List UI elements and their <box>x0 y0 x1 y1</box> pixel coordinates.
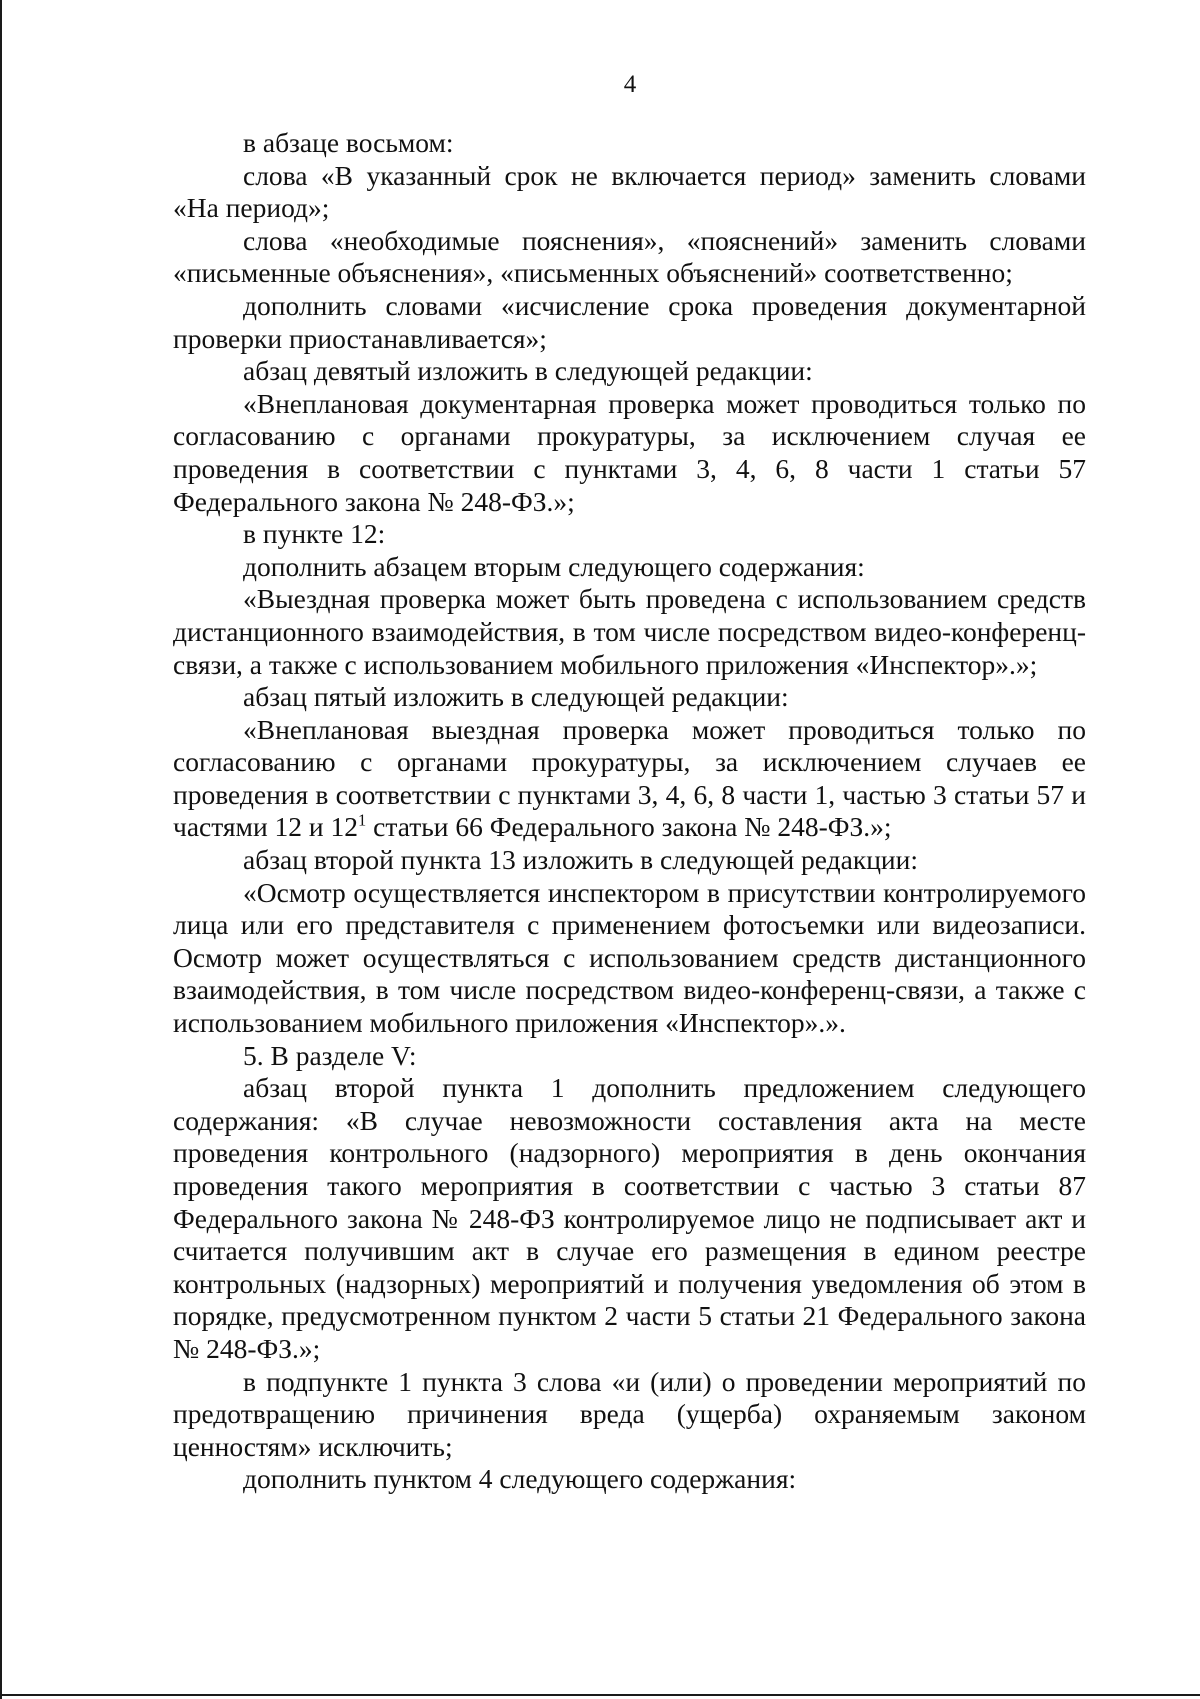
paragraph: «Осмотр осуществляется инспектором в присутствии контролируемого лица или его представителя с применением фотосъемки или видеозаписи. Осмотр может осуществляться с использованием средств дистанционного взаимодействия, в том числе посредством видео-конференц-связи, а также с использованием мобильного приложения «Инспектор».». <box>173 876 1086 1039</box>
paragraph-text: статьи 66 Федерального закона № 248-ФЗ.»; <box>366 811 892 843</box>
paragraph: в абзаце восьмом: <box>243 127 454 158</box>
superscript: 1 <box>358 810 367 830</box>
paragraph: в подпункте 1 пункта 3 слова «и (или) о проведении мероприятий по предотвращению причинения вреда (ущерба) охраняемым законом ценностям» исключить; <box>173 1365 1086 1462</box>
paragraph: абзац девятый изложить в следующей редакции: <box>243 355 813 387</box>
document-body <box>173 127 1086 1496</box>
paragraph: дополнить пунктом 4 следующего содержания: <box>243 1463 797 1495</box>
scan-bottom-edge <box>0 1694 1200 1696</box>
paragraph: абзац второй пункта 13 изложить в следующей редакции: <box>243 844 918 876</box>
paragraph: слова «необходимые пояснения», «пояснений» заменить словами «письменные объяснения», «письменных объяснений» соответственно; <box>173 224 1086 289</box>
paragraph: абзац второй пункта 1 дополнить предложением следующего содержания: «В случае невозможности составления акта на месте проведения контрольного (надзорного) мероприятия в день окончания проведения такого мероприятия в соответствии с частью 3 статьи 87 Федерального закона № 248-ФЗ контролируемое лицо не подписывает акт и считается получившим акт в случае его размещения в едином реестре контрольных (надзорных) мероприятий и получения уведомления об этом в порядке, предусмотренном пунктом 2 части 5 статьи 21 Федерального закона № 248-ФЗ.»; <box>173 1072 1086 1364</box>
paragraph-with-superscript <box>173 714 1086 844</box>
paragraph: в пункте 12: <box>243 518 386 550</box>
paragraph: слова «В указанный срок не включается период» заменить словами «На период»; <box>173 159 1086 224</box>
paragraph: дополнить словами «исчисление срока проведения документарной проверки приостанавливается»; <box>173 289 1086 354</box>
paragraph: «Выездная проверка может быть проведена с использованием средств дистанционного взаимодействия, в том числе посредством видео-конференц-связи, а также с использованием мобильного приложения «Инспектор».»; <box>173 583 1086 680</box>
paragraph: абзац пятый изложить в следующей редакции: <box>243 681 789 713</box>
scan-left-edge <box>0 0 2 1699</box>
paragraph: «Внеплановая документарная проверка может проводиться только по согласованию с органами прокуратуры, за исключением случая ее проведения в соответствии с пунктами 3, 4, 6, 8 части 1 статьи 57 Федерального закона № 248-ФЗ.»; <box>173 387 1086 517</box>
page-number: 4 <box>623 71 637 98</box>
paragraph-text: «Внеплановая выездная проверка может проводиться только по согласованию с органами прокуратуры, за исключением случаев ее проведения в соответствии с пунктами 3, 4, 6, 8 части 1, частью 3 статьи 57 и частями 12 и 12 <box>173 713 1086 843</box>
paragraph: 5. В разделе V: <box>243 1039 417 1071</box>
paragraph: дополнить абзацем вторым следующего содержания: <box>243 550 865 582</box>
